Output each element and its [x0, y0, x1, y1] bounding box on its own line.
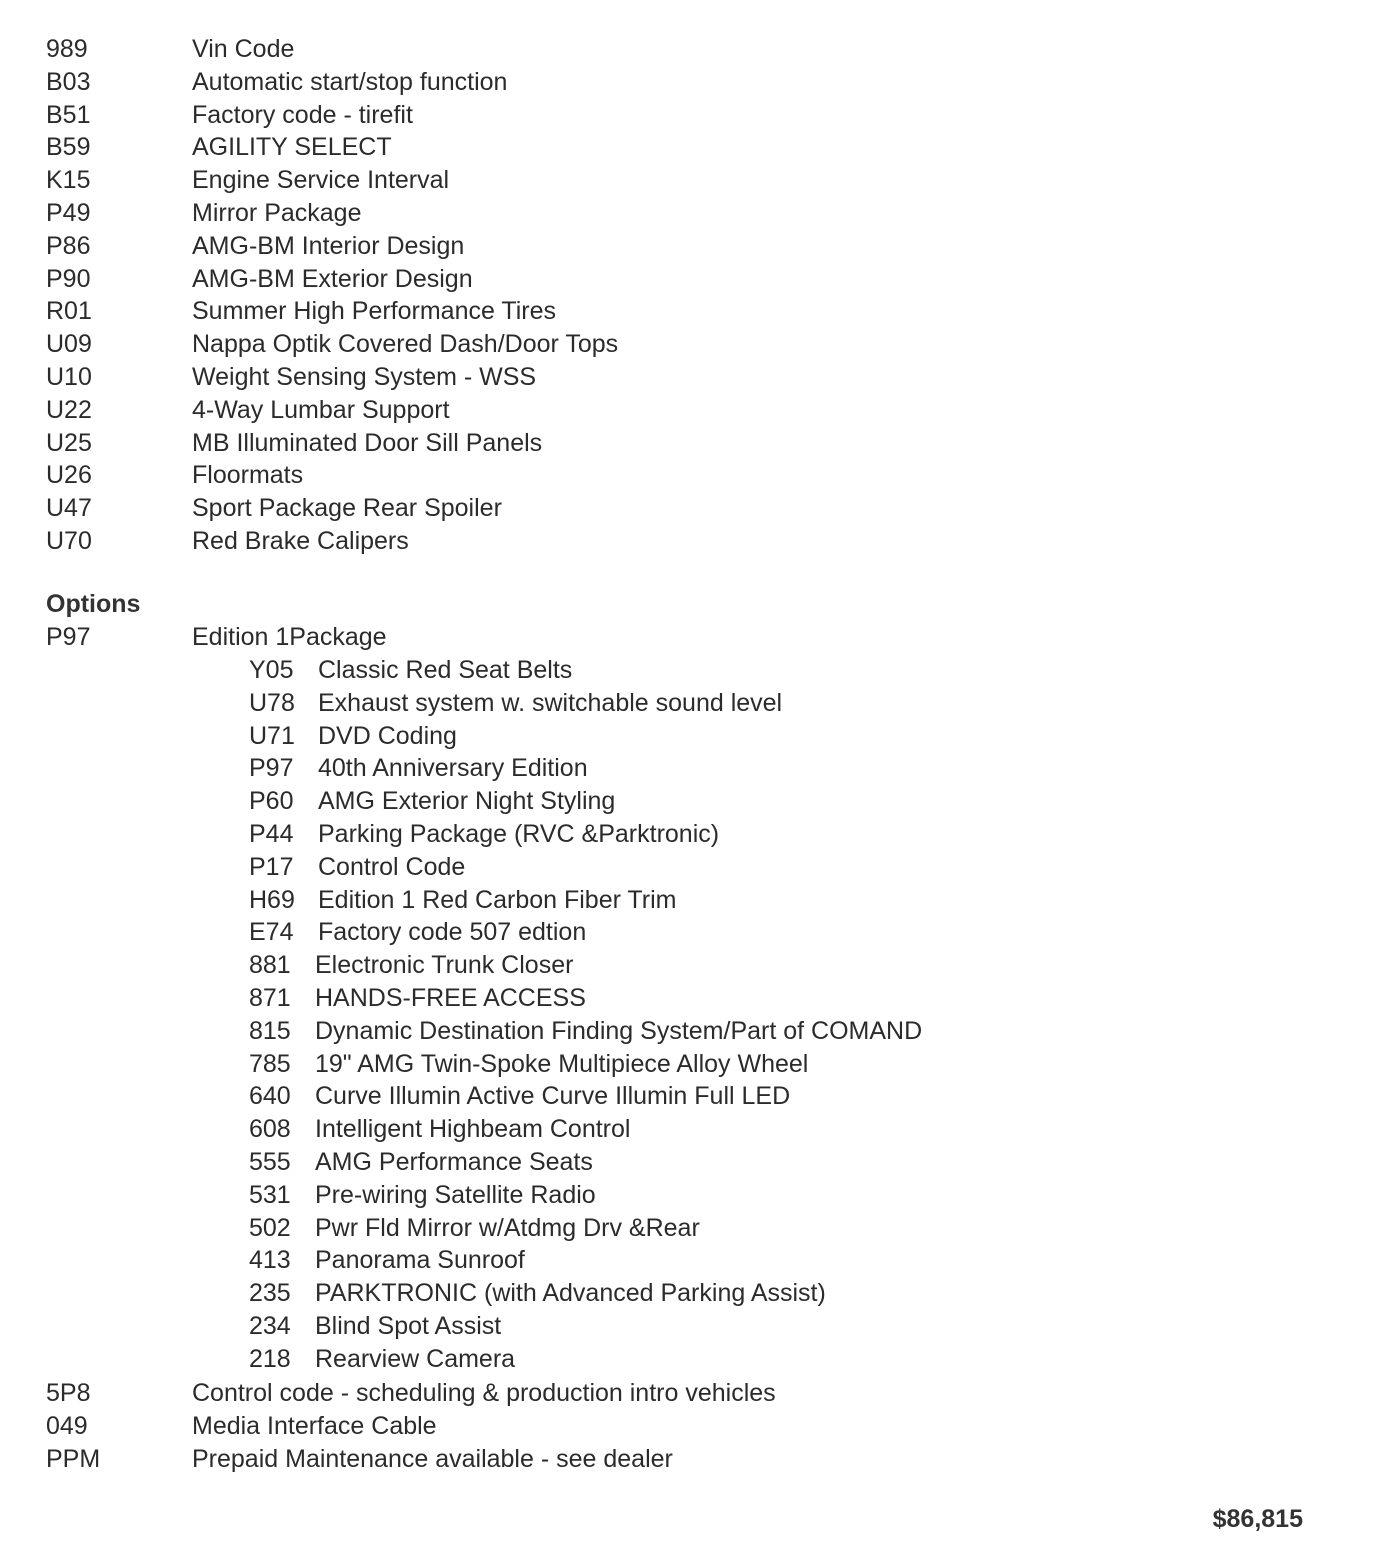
option-description: Automatic start/stop function — [192, 67, 508, 96]
options-heading: Options — [46, 590, 141, 618]
option-code: 5P8 — [46, 1379, 91, 1407]
option-description: Nappa Optik Covered Dash/Door Tops — [192, 330, 619, 359]
option-code: PPM — [46, 1444, 101, 1473]
option-description: Control code - scheduling & production intro vehicles — [192, 1379, 776, 1407]
option-description: Classic Red Seat Belts — [318, 656, 573, 684]
option-description: Mirror Package — [192, 199, 362, 227]
option-description: Factory code - tirefit — [192, 100, 413, 129]
option-description: AMG-BM Exterior Design — [192, 264, 473, 293]
option-description: Panorama Sunroof — [315, 1246, 525, 1275]
option-description: 4-Way Lumbar Support — [192, 395, 450, 424]
option-description: Curve Illumin Active Curve Illumin Full LED — [315, 1082, 791, 1111]
option-code: 871 — [249, 984, 291, 1012]
option-description: Pwr Fld Mirror w/Atdmg Drv &Rear — [315, 1213, 700, 1242]
option-code: 989 — [46, 35, 88, 63]
option-description: Edition 1 Red Carbon Fiber Trim — [318, 885, 677, 914]
option-description: MB Illuminated Door Sill Panels — [192, 428, 543, 457]
option-code: 413 — [249, 1246, 291, 1275]
option-code: B51 — [46, 100, 91, 129]
option-description: Edition 1Package — [192, 623, 387, 651]
option-description: Intelligent Highbeam Control — [315, 1115, 631, 1144]
option-description: Pre-wiring Satellite Radio — [315, 1180, 596, 1209]
option-description: Factory code 507 edtion — [318, 918, 587, 947]
option-description: Control Code — [318, 852, 466, 881]
option-description: Media Interface Cable — [192, 1411, 437, 1440]
option-description: HANDS-FREE ACCESS — [315, 984, 586, 1012]
option-code: E74 — [249, 918, 294, 947]
option-code: 881 — [249, 951, 291, 980]
option-code: P90 — [46, 264, 91, 293]
option-code: 815 — [249, 1016, 291, 1045]
option-description: Dynamic Destination Finding System/Part of COMAND — [315, 1016, 923, 1045]
option-code: U47 — [46, 494, 92, 523]
option-code: 502 — [249, 1213, 291, 1242]
option-code: 218 — [249, 1344, 291, 1373]
option-code: R01 — [46, 297, 92, 326]
option-code: 555 — [249, 1148, 291, 1176]
option-description: Summer High Performance Tires — [192, 297, 557, 326]
option-code: 640 — [249, 1082, 291, 1111]
option-description: AMG Performance Seats — [315, 1148, 593, 1176]
option-description: Engine Service Interval — [192, 166, 450, 195]
option-description: Prepaid Maintenance available - see dealer — [192, 1444, 673, 1473]
option-description: Electronic Trunk Closer — [315, 951, 574, 980]
option-code: U26 — [46, 461, 92, 490]
option-code: U22 — [46, 395, 92, 424]
option-code: B59 — [46, 133, 91, 162]
total-price: $86,815 — [1212, 1505, 1303, 1533]
option-code: U25 — [46, 428, 92, 457]
option-description: Weight Sensing System - WSS — [192, 363, 537, 391]
option-code: U70 — [46, 527, 92, 555]
option-code: K15 — [46, 166, 91, 195]
option-code: H69 — [249, 885, 295, 914]
option-code: 235 — [249, 1279, 291, 1308]
option-code: U78 — [249, 688, 295, 717]
option-code: 531 — [249, 1180, 291, 1209]
option-description: AMG Exterior Night Styling — [318, 787, 616, 816]
option-code: U10 — [46, 363, 92, 391]
option-code: U09 — [46, 330, 92, 359]
option-code: 608 — [249, 1115, 291, 1144]
option-description: PARKTRONIC (with Advanced Parking Assist) — [315, 1279, 826, 1308]
option-description: Sport Package Rear Spoiler — [192, 494, 502, 523]
option-description: Blind Spot Assist — [315, 1312, 502, 1340]
option-code: P44 — [249, 820, 294, 848]
option-description: 19" AMG Twin-Spoke Multipiece Alloy Wheel — [315, 1049, 809, 1078]
option-description: DVD Coding — [318, 721, 457, 750]
option-description: Parking Package (RVC &Parktronic) — [318, 820, 720, 848]
option-code: Y05 — [249, 656, 294, 684]
option-description: Floormats — [192, 461, 304, 490]
option-code: P97 — [46, 623, 91, 651]
option-code: 785 — [249, 1049, 291, 1078]
option-description: Rearview Camera — [315, 1344, 516, 1373]
option-code: P97 — [249, 754, 294, 783]
option-description: 40th Anniversary Edition — [318, 754, 588, 783]
option-code: P49 — [46, 199, 91, 227]
option-code: U71 — [249, 721, 295, 750]
option-code: B03 — [46, 67, 91, 96]
option-description: Red Brake Calipers — [192, 527, 409, 555]
option-code: P60 — [249, 787, 294, 816]
option-description: AGILITY SELECT — [192, 133, 392, 162]
option-code: P17 — [249, 852, 294, 881]
option-description: Vin Code — [192, 35, 295, 63]
option-description: AMG-BM Interior Design — [192, 231, 465, 260]
option-code: 049 — [46, 1411, 88, 1440]
option-description: Exhaust system w. switchable sound level — [318, 688, 783, 717]
option-code: 234 — [249, 1312, 291, 1340]
option-code: P86 — [46, 231, 91, 260]
